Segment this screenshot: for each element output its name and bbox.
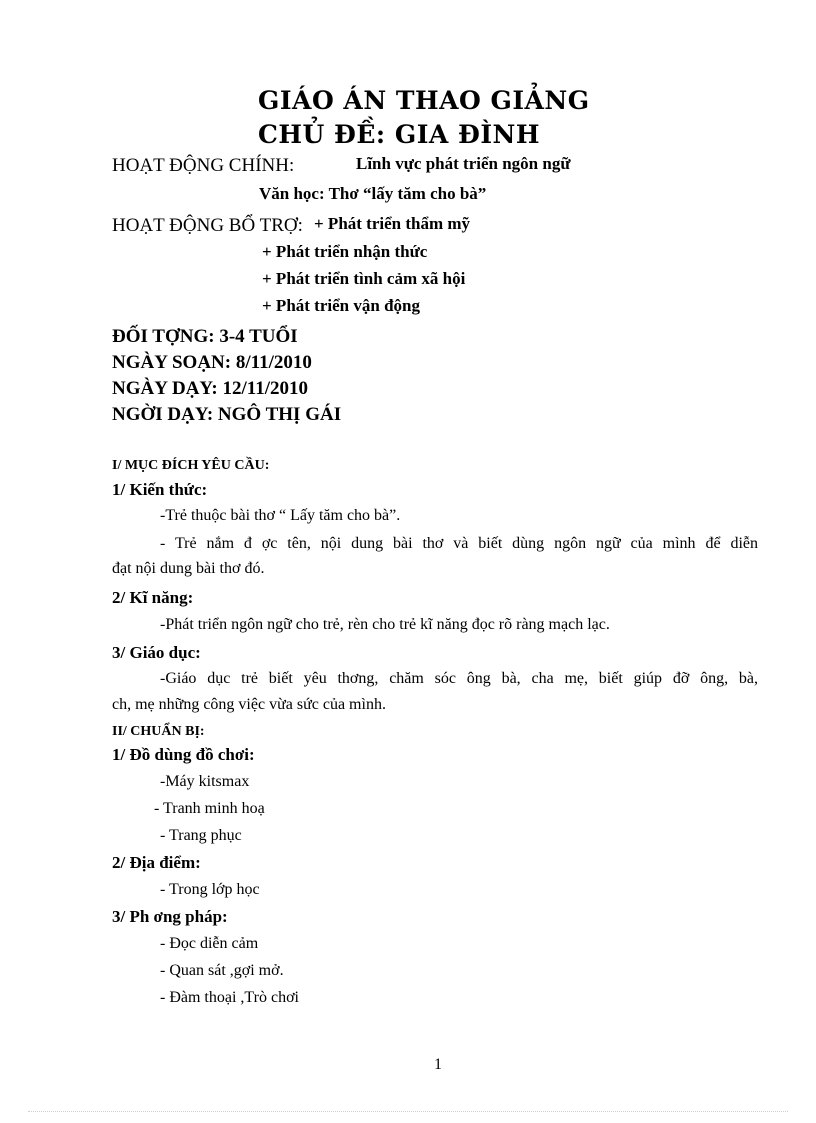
main-activity-field: Lĩnh vực phát triển ngôn ngữ — [356, 154, 571, 173]
list-item: - Tranh minh hoạ — [154, 800, 265, 817]
page-number: 1 — [434, 1056, 442, 1073]
paragraph: -Trẻ thuộc bài thơ “ Lấy tăm cho bà”. — [160, 507, 401, 524]
subsection-heading: 1/ Kiến thức: — [112, 480, 208, 499]
subsection-heading: 2/ Địa điểm: — [112, 853, 201, 872]
support-activity-label: HOẠT ĐỘNG BỔ TRỢ: — [112, 215, 303, 236]
paragraph: -Phát triển ngôn ngữ cho trẻ, rèn cho trẻ kĩ năng đọc rõ ràng mạch lạc. — [160, 616, 610, 633]
page-footer-divider — [28, 1111, 788, 1112]
list-item: - Đọc diễn cảm — [160, 935, 259, 952]
list-item: -Máy kitsmax — [160, 773, 250, 790]
audience: ĐỐI TỢNG: 3-4 TUỔI — [112, 326, 298, 347]
subsection-heading: 3/ Giáo dục: — [112, 643, 201, 662]
subsection-heading: 2/ Kĩ năng: — [112, 588, 194, 607]
list-item: - Quan sát ,gợi mở. — [160, 962, 284, 979]
list-item: - Trang phục — [160, 827, 242, 844]
section-heading: I/ MỤC ĐÍCH YÊU CẦU: — [112, 458, 270, 473]
paragraph: ch, mẹ những công việc vừa sức của mình. — [112, 696, 386, 713]
paragraph: - Trẻ nắm đ ợc tên, nội dung bài thơ và biết dùng ngôn ngữ của mình để diễn — [160, 535, 758, 552]
teach-date: NGÀY DẠY: 12/11/2010 — [112, 378, 308, 399]
paragraph: -Giáo dục trẻ biết yêu thơng, chăm sóc ông bà, cha mẹ, biết giúp đỡ ông, bà, — [160, 670, 758, 687]
support-item: + Phát triển vận động — [262, 296, 420, 315]
main-activity-label: HOẠT ĐỘNG CHÍNH: — [112, 155, 295, 176]
support-item: + Phát triển nhận thức — [262, 242, 428, 261]
support-item: + Phát triển thẩm mỹ — [314, 214, 471, 233]
list-item: - Trong lớp học — [160, 881, 260, 898]
support-item: + Phát triển tình cảm xã hội — [262, 269, 466, 288]
subsection-heading: 1/ Đồ dùng đồ chơi: — [112, 745, 255, 764]
subsection-heading: 3/ Ph ơng pháp: — [112, 907, 228, 926]
prep-date: NGÀY SOẠN: 8/11/2010 — [112, 352, 312, 373]
paragraph: đạt nội dung bài thơ đó. — [112, 560, 265, 577]
teacher: NGỜI DẠY: NGÔ THỊ GÁI — [112, 404, 342, 425]
section-heading: II/ CHUẨN BỊ: — [112, 724, 205, 739]
document-title: GIÁO ÁN THAO GIẢNG — [258, 86, 590, 115]
topic-title: CHỦ ĐỀ: GIA ĐÌNH — [258, 120, 541, 149]
list-item: - Đàm thoại ,Trò chơi — [160, 989, 299, 1006]
literature-title: Văn học: Thơ “lấy tăm cho bà” — [259, 184, 487, 203]
